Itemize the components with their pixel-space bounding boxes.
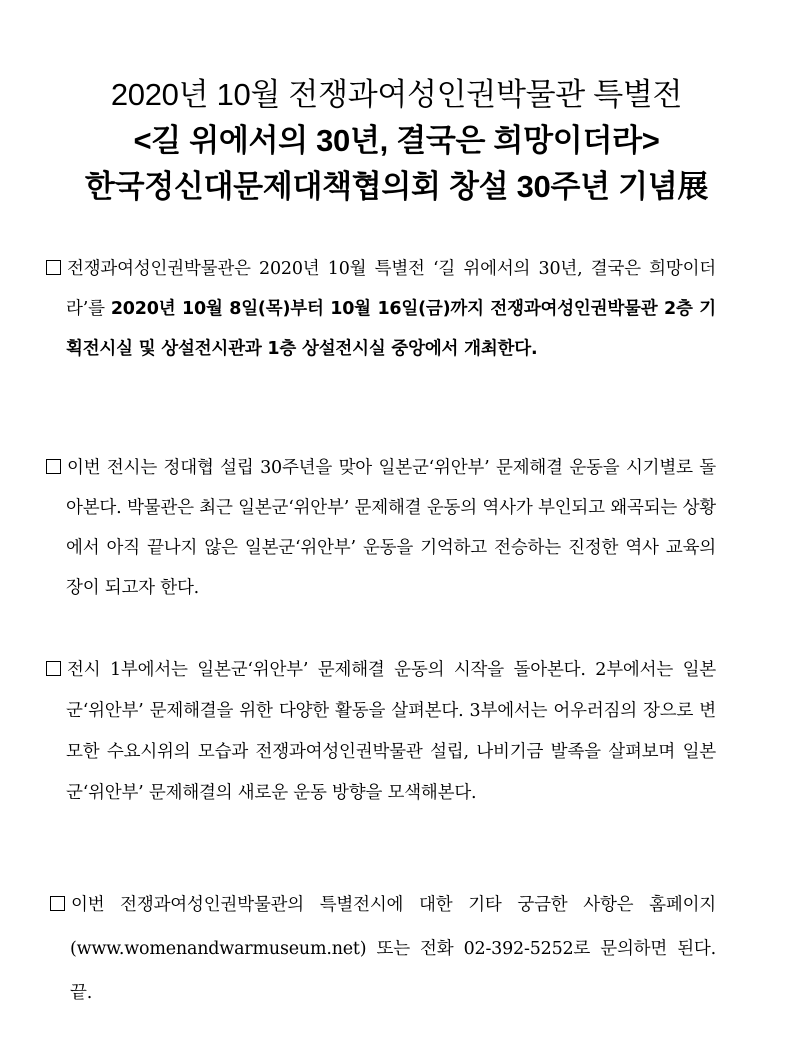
title-line-3: 한국정신대문제대책협의회 창설 30주년 기념展: [84, 169, 709, 204]
paragraph-text: 이번 전쟁과여성인권박물관의 특별전시에 대한 기타 궁금한 사항은 홈페이지(www.womenandwarmuseum.net) 또는 전화 02-392-5252로 문의하면 된다. 끝.: [70, 895, 716, 1003]
paragraph-text: 전시 1부에서는 일본군‘위안부’ 문제해결 운동의 시작을 돌아본다. 2부에서는 일본군‘위안부’ 문제해결을 위한 다양한 활동을 살펴본다. 3부에서는 어우러짐의 장으로 변모한 수요시위의 모습과 전쟁과여성인권박물관 설립, 나비기금 발족을 살펴보며 일본군‘위안부’ 문제해결의 새로운 운동 방향을 모색해본다.: [66, 660, 716, 803]
checkbox-bullet-icon: [46, 661, 61, 676]
paragraph-exhibition-announcement: [46, 249, 716, 369]
paragraph-contact-info: [50, 883, 716, 1015]
paragraph-text: 이번 전시는 정대협 설립 30주년을 맞아 일본군‘위안부’ 문제해결 운동을 시기별로 돌아본다. 박물관은 최근 일본군‘위안부’ 문제해결 운동의 역사가 부인되고 왜곡되는 상황에서 아직 끝나지 않은 일본군‘위안부’ 운동을 기억하고 전승하는 진정한 역사 교육의 장이 되고자 한다.: [66, 458, 716, 598]
paragraph-exhibition-parts: [46, 650, 716, 814]
paragraph-bold-text: 2020년 10월 8일(목)부터 10월 16일(금)까지 전쟁과여성인권박물관 2층 기획전시실 및 상설전시관과 1층 상설전시실 중앙에서 개최한다.: [66, 299, 716, 359]
document-title: [0, 72, 793, 210]
checkbox-bullet-icon: [46, 260, 61, 275]
checkbox-bullet-icon: [46, 459, 61, 474]
checkbox-bullet-icon: [50, 896, 65, 911]
paragraph-text: 전쟁과여성인권박물관은 2020년 10월 특별전 ‘길 위에서의 30년, 결국은 희망이더라’를: [66, 259, 716, 319]
paragraph-exhibition-purpose: [46, 448, 716, 608]
title-line-1: 2020년 10월 전쟁과여성인권박물관 특별전: [110, 77, 683, 112]
title-line-2: <길 위에서의 30년, 결국은 희망이더라>: [133, 123, 660, 158]
